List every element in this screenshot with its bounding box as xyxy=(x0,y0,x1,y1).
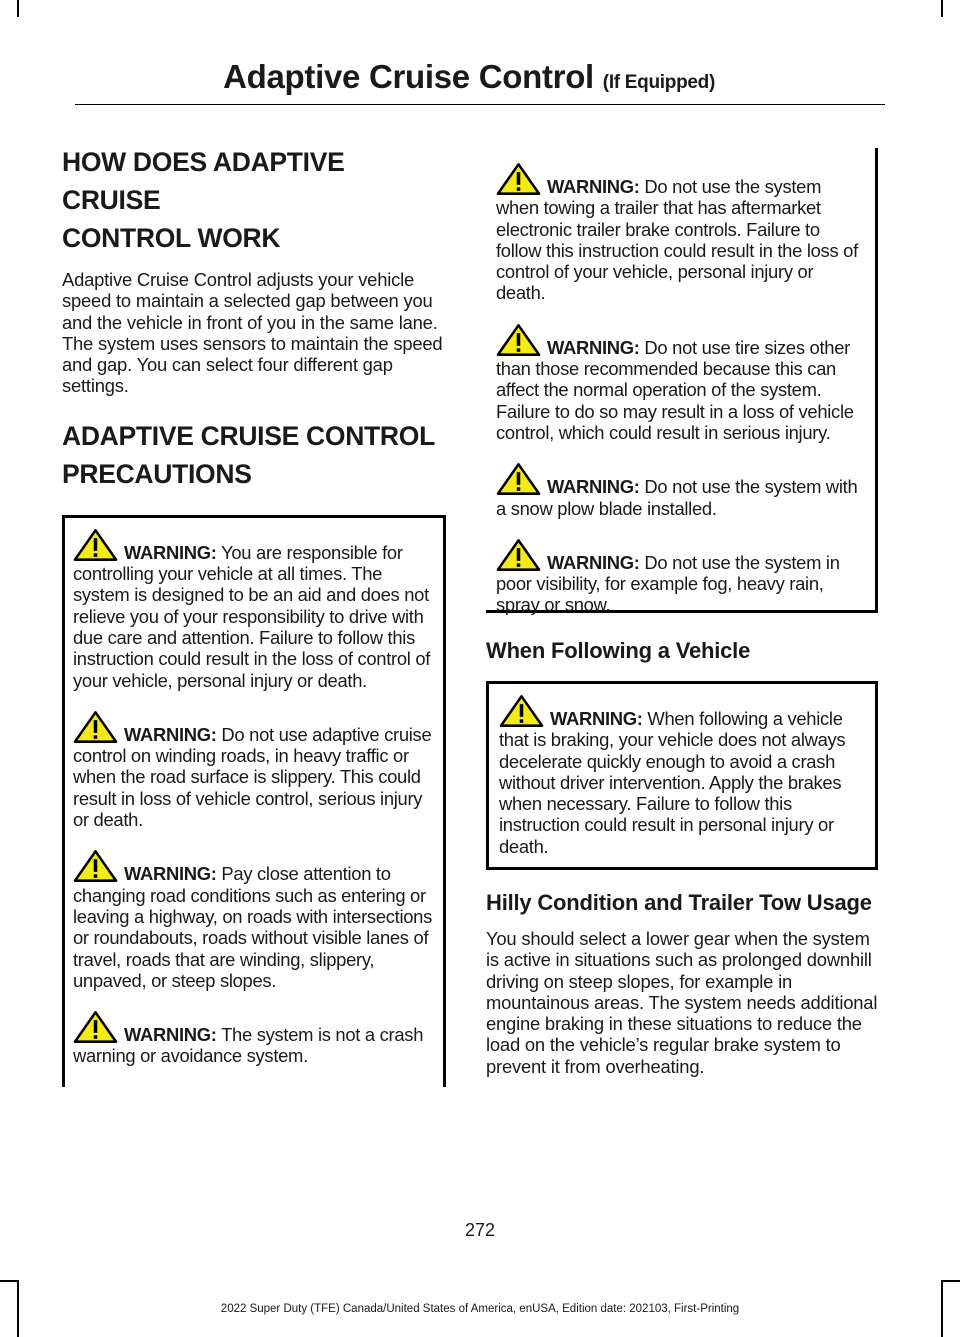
heading-how-does-acc-work xyxy=(62,143,446,257)
header-title-text: Adaptive Cruise Control xyxy=(223,58,594,95)
subheading-hilly-condition: Hilly Condition and Trailer Tow Usage xyxy=(486,890,872,915)
warning-text: When following a vehicle that is braking, your vehicle does not always decelerate quickly enough to avoid a crash without driver intervention. Apply the brakes when necessary. Failure to follow this instruction could result in personal injury or death. xyxy=(499,708,846,857)
hilly-paragraph: You should select a lower gear when the system is active in situations such as prolonged downhill driving on steep slopes, for example in mountainous areas. The system needs additional engine braking in these situations to reduce the load on the vehicle’s regular brake system to prevent it from overheating. xyxy=(486,928,878,1077)
warning-label: WARNING: xyxy=(547,551,640,573)
warning-label: WARNING: xyxy=(124,1024,217,1046)
warning-triangle-icon xyxy=(73,849,118,883)
warning-triangle-icon xyxy=(73,1010,118,1044)
left-column xyxy=(62,143,446,1087)
warning-item xyxy=(73,710,435,830)
warning-item xyxy=(73,528,435,691)
precautions-warning-box xyxy=(62,515,446,1087)
warning-label: WARNING: xyxy=(547,476,640,498)
crop-mark-bottom-right-h xyxy=(943,1280,960,1282)
warning-label: WARNING: xyxy=(124,541,217,563)
warning-text: Do not use adaptive cruise control on winding roads, in heavy traffic or when the road surface is slippery. This could result in loss of vehicle control, serious injury or death. xyxy=(73,723,432,831)
heading-precautions-line2: PRECAUTIONS xyxy=(62,458,252,489)
warning-item xyxy=(499,694,867,857)
warning-item xyxy=(73,849,435,991)
warning-text: Do not use tire sizes other than those recommended because this can affect the normal operation of the system. Failure to do so may result in a loss of vehicle control, which could result in serious injury. xyxy=(496,336,854,443)
header-rule xyxy=(75,104,885,105)
warning-item xyxy=(496,462,867,519)
warning-label: WARNING: xyxy=(547,336,640,358)
heading-precautions xyxy=(62,417,446,493)
warning-label: WARNING: xyxy=(547,176,640,197)
crop-mark-bottom-left-h xyxy=(0,1280,17,1282)
warning-triangle-icon xyxy=(496,462,541,496)
warning-triangle-icon xyxy=(496,323,541,357)
warning-text: Do not use the system in poor visibility, for example fog, heavy rain, spray or snow. xyxy=(496,551,840,616)
heading-how-line2: CONTROL WORK xyxy=(62,223,281,253)
heading-how-line1: HOW DOES ADAPTIVE CRUISE xyxy=(62,147,345,215)
heading-precautions-line1: ADAPTIVE CRUISE CONTROL xyxy=(62,420,435,451)
subheading-following-vehicle: When Following a Vehicle xyxy=(486,638,751,663)
crop-mark-top-right xyxy=(941,0,943,17)
following-warning-box xyxy=(486,681,878,870)
footer-edition-text: 2022 Super Duty (TFE) Canada/United States of America, enUSA, Edition date: 202103, First-Printing xyxy=(220,1303,740,1315)
warning-item xyxy=(496,162,867,304)
header-title-suffix: (If Equipped) xyxy=(602,72,715,93)
warning-text: Do not use the system with a snow plow blade installed. xyxy=(496,476,858,519)
warning-triangle-icon xyxy=(496,538,541,572)
warning-text: Pay close attention to changing road conditions such as entering or leaving a highway, on roads with intersections or roundabouts, roads without visible lanes of travel, roads that are winding, slippery, unpaved, or steep slopes. xyxy=(73,863,432,991)
warning-label: WARNING: xyxy=(124,723,217,745)
warning-label: WARNING: xyxy=(124,863,217,885)
warning-triangle-icon xyxy=(73,528,118,562)
warning-triangle-icon xyxy=(499,694,544,728)
warning-triangle-icon xyxy=(496,162,541,196)
warning-item xyxy=(496,323,867,443)
warning-triangle-icon xyxy=(73,710,118,744)
warning-item xyxy=(73,1010,435,1067)
warning-item xyxy=(496,538,867,616)
warning-label: WARNING: xyxy=(550,708,643,729)
warning-text: Do not use the system when towing a trailer that has aftermarket electronic trailer brake controls. Failure to follow this instruction could result in the loss of control of your vehicle, personal injury or death. xyxy=(496,176,858,304)
page-header-title xyxy=(223,58,715,96)
right-column xyxy=(486,148,878,1077)
intro-paragraph: Adaptive Cruise Control adjusts your vehicle speed to maintain a selected gap between you and the vehicle in front of you in the same lane. The system uses sensors to maintain the speed and gap. You can select four different gap settings. xyxy=(62,269,443,397)
crop-mark-top-left xyxy=(17,0,19,17)
warning-text: The system is not a crash warning or avoidance system. xyxy=(73,1024,424,1067)
page-number: 272 xyxy=(464,1220,496,1240)
continued-warning-box xyxy=(486,148,878,616)
warning-text: You are responsible for controlling your vehicle at all times. The system is designed to be an aid and does not relieve you of your responsibility to drive with due care and attention. Failure to follow this instruction could result in the loss of control of your vehicle, personal injury or death. xyxy=(73,541,431,691)
